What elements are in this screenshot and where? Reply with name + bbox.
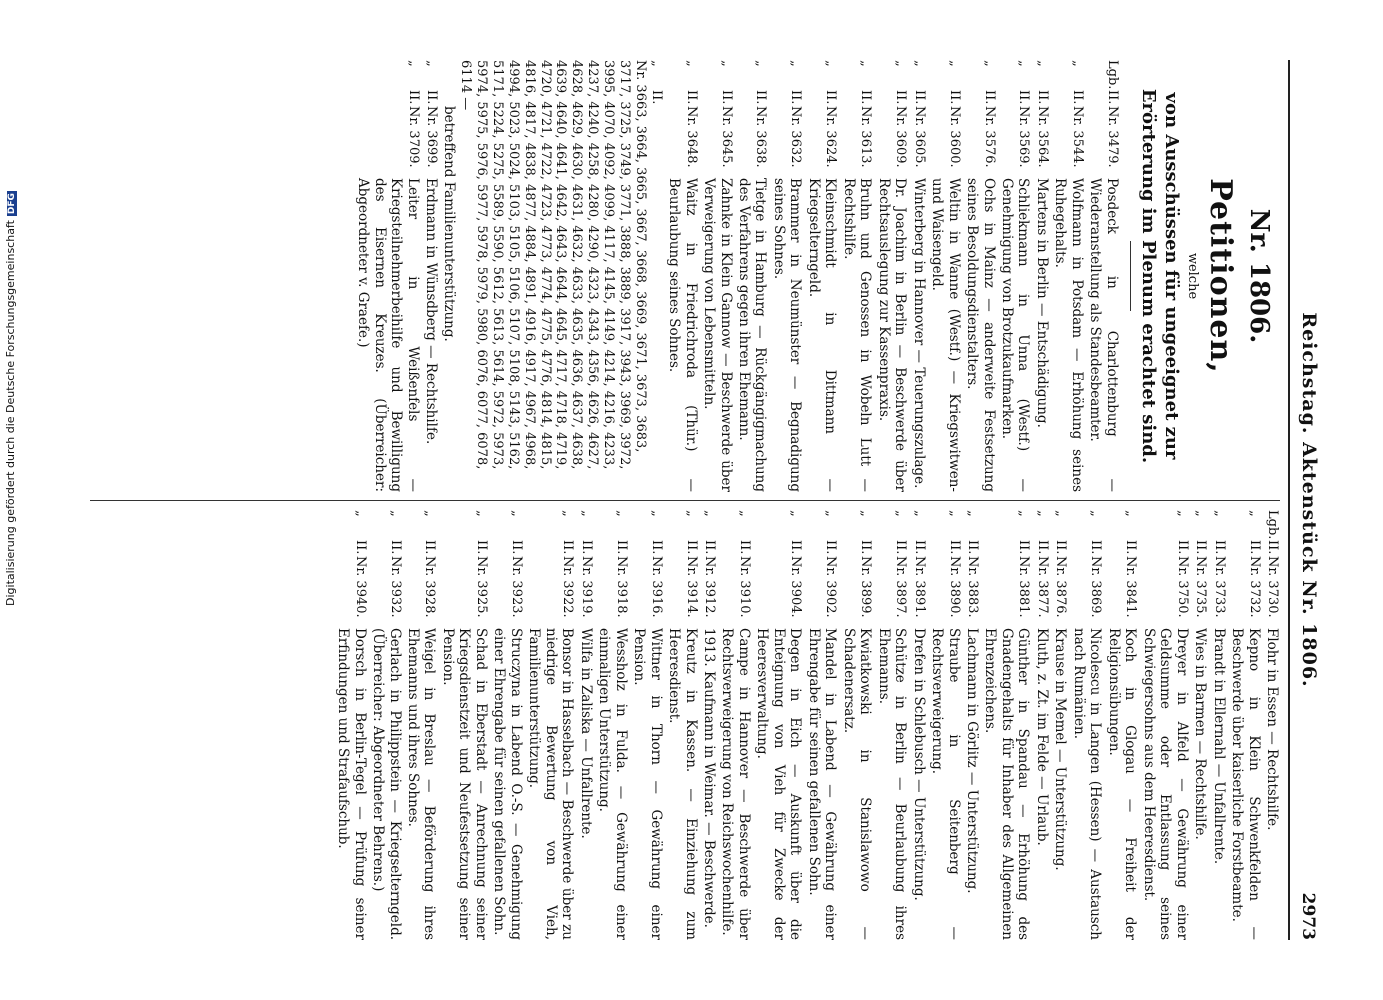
petition-lg: „ (788, 510, 804, 517)
petition-reference (701, 60, 734, 178)
petition-lp: II. (788, 540, 804, 555)
petition-lp: II. (1265, 540, 1280, 555)
petition-reference (355, 60, 421, 178)
petition-lg: „ (1069, 60, 1085, 67)
petition-lp: II. (1053, 540, 1069, 555)
petition-nr: Nr. 3663, 3664, 3665, 3667, 3668, 3669, 3671, 3673, 3683, 3717, 3725, 3749, 3771, 3888, 3889, 3917, 3943, 3969, 3972, 3995, 4070, 4092, 4099, 4117, 4145, 4149, 4214, 4216, 4233, 4237, 4240, 4258, 4280, 4290, 4323, 4343, 4356, 4626, 4627, 4628, 4629, 4630, 4631, 4632, 4633, 4635, 4636, 4637, 4638, 4639, 4640, 4641, 4642, 4643, 4644, 4645, 4717, 4718, 4719, 4720, 4721, 4722, 4723, 4773, 4774, 4775, 4776, 4814, 4815, 4816, 4817, 4838, 4877, 4884, 4891, 4916, 4917, 4967, 4968, 4994, 5023, 5024, 5103, 5105, 5106, 5107, 5108, 5143, 5162, 5171, 5224, 5275, 5589, 5590, 5612, 5613, 5614, 5972, 5973, 5974, 5975, 5976, 5977, 5978, 5979, 5980, 6076, 6077, 6078, 6114 — (458, 60, 648, 470)
petition-entry (701, 60, 734, 492)
petition-reference (805, 510, 838, 628)
petition-nr: Nr. 3479. (1104, 106, 1120, 168)
petition-nr: Nr. 3605. (911, 106, 927, 168)
petition-text: Drefen in Schlebusch — Unterstützung. (910, 628, 927, 901)
petition-lp: II. (946, 540, 962, 555)
petition-text: Kleinschmidt in Dittmann — Kriegselterngeld. (805, 178, 839, 492)
petition-lg: „ (736, 510, 752, 517)
petition-entry (999, 60, 1032, 492)
petition-text: Koch in Glogau — Freiheit der Religionsübungen. (1105, 628, 1139, 940)
petition-entry (666, 60, 699, 492)
petition-lg: „ (946, 60, 962, 67)
petition-entry (875, 60, 908, 492)
petition-lp: II. (1034, 540, 1050, 555)
petition-lp: II. (981, 90, 997, 105)
petition-lp: II. (648, 540, 664, 555)
petition-reference (999, 60, 1032, 178)
petition-nr: Nr. 3881. (1016, 556, 1032, 618)
petition-lp: II. (911, 540, 927, 555)
petition-lg: „ (683, 60, 699, 67)
right-column (333, 510, 1280, 940)
petition-lg: „ (823, 60, 839, 67)
petition-text: Flohr in Essen — Rechtshilfe. (1264, 628, 1280, 831)
right-petition-list (335, 510, 1280, 940)
petition-reference (754, 510, 803, 628)
petition-lp: II. (1016, 90, 1032, 105)
petition-text: Wessholz in Fulda. — Gewährung einer einmaligen Unterstützung. (596, 628, 629, 940)
petition-nr: Nr. 3624. (823, 106, 839, 168)
document-description: von Ausschüssen für ungeeignet zur Erörterung im Plenum erachtet sind. (1138, 88, 1182, 464)
petition-reference (1033, 60, 1049, 178)
petition-reference (1192, 510, 1208, 628)
petition-lp: II. (424, 90, 439, 105)
petition-nr: Nr. 3709. (405, 106, 421, 168)
petition-entry (736, 60, 769, 492)
petition-lp: II. (578, 540, 594, 555)
petition-entry (1052, 510, 1068, 940)
petition-text: Dorsch in Berlin-Tegel — Prüfung seiner Erfindungen und Strafaufschub. (335, 628, 368, 940)
petition-entry (405, 510, 438, 940)
petition-text: Nicolescu in Langen (Hessen) — Austausch nach Rumänien. (1070, 628, 1104, 940)
page-header (1292, 60, 1320, 940)
petition-entry (701, 510, 717, 940)
petition-reference (526, 510, 575, 628)
petition-entry (1210, 510, 1226, 940)
petition-reference (1264, 510, 1280, 628)
petition-text: Brandt in Ellernahl — Unfallrente. (1210, 628, 1227, 865)
petition-lp: II. (683, 90, 699, 105)
petition-lp: II. (613, 540, 629, 555)
petition-entry (982, 510, 1031, 940)
petition-nr: Nr. 3632. (788, 106, 804, 168)
petition-entry (875, 510, 908, 940)
petition-lg: „ (1034, 60, 1050, 67)
petition-nr: Nr. 3841. (1123, 556, 1139, 618)
petition-text: Tietge in Hamburg — Rückgängigmachung des Verfahrens gegen ihren Ehemann. (735, 178, 769, 492)
petition-reference (982, 510, 1031, 628)
petition-lg: „ (1211, 510, 1227, 517)
petition-nr: Nr. 3910. (736, 556, 752, 618)
petition-lg: „ (1016, 60, 1032, 67)
petition-text: Weigel in Breslau — Beförderung ihres Ehemanns und ihres Sohnes. (405, 628, 438, 940)
petition-entry (1229, 510, 1262, 940)
petition-reference (910, 60, 926, 178)
petition-lg: „ (858, 60, 874, 67)
petition-text: Kepno in Klein Schwenkfelden — Beschwerde über kaiserliche Forstbeamte. (1229, 628, 1262, 940)
petition-entry (1264, 510, 1280, 940)
petition-entry (770, 60, 803, 492)
petition-nr: Nr. 3876. (1053, 556, 1069, 618)
petition-entry (840, 510, 873, 940)
petition-entry (666, 510, 699, 940)
petition-text: Kreutz in Kassen. — Einziehung zum Heeresdienst. (666, 628, 699, 940)
petition-lg: „ (911, 60, 927, 67)
petition-reference (1070, 510, 1103, 628)
petition-lg: „ (893, 510, 909, 517)
petition-lg: „ (1016, 510, 1032, 517)
petition-nr: Nr. 3916. (648, 556, 664, 618)
title-rule (1130, 241, 1131, 311)
petition-lg: „ (1246, 510, 1262, 517)
petition-entry (1087, 60, 1120, 492)
petition-lg: „ (1034, 510, 1050, 517)
petition-text: Campe in Hannover — Beschwerde über Rechtsverweigerung von Reichswochenhilfe. (719, 628, 752, 940)
petition-lp: II. (422, 540, 438, 555)
petition-lp: II. (352, 540, 368, 555)
petition-text: Zahnke in Klein Gannow — Beschwerde über Verweigerung von Lebensmitteln. (701, 178, 734, 492)
petition-reference (964, 510, 980, 628)
petition-lp: II. (736, 540, 752, 555)
petition-lp: II. (387, 540, 403, 555)
running-title: Reichstag. Aktenstück Nr. 1806. (1298, 312, 1320, 688)
petition-reference (875, 510, 908, 628)
petition-nr: Nr. 3925. (473, 556, 489, 618)
petition-lp: II. (946, 90, 962, 105)
petition-reference (491, 510, 524, 628)
petition-lg: „ (753, 60, 769, 67)
petition-text: Schliekmann in Unna (Westf.) — Genehmigung von Brotzukaufmarken. (999, 178, 1032, 492)
petition-lp: II. (788, 90, 804, 105)
petition-lg: „ (858, 510, 874, 517)
petition-reference (770, 60, 803, 178)
petition-nr: Nr. 3869. (1088, 556, 1104, 618)
document-subtitle: welche (1184, 252, 1200, 300)
petition-text: Wilfa in Zaliska — Unfallrente. (577, 628, 594, 839)
petition-reference (875, 60, 908, 178)
petition-lp: II. (823, 90, 839, 105)
petition-text: Schad in Eberstadt — Anrechnung seiner Kriegsdienstzeit und Neufestsetzung seiner Pension. (439, 628, 489, 940)
petition-entry (910, 60, 926, 492)
petition-lg: „ (911, 510, 927, 517)
petition-lp: II. (1174, 540, 1190, 555)
petition-reference (596, 510, 629, 628)
petition-entry (754, 510, 803, 940)
petition-text: Martens in Berlin — Entschädigung. (1033, 178, 1050, 428)
petition-entry (1070, 510, 1103, 940)
petition-text: Waitz in Friedrichroda (Thür.) — Beurlaubung seines Sohnes. (666, 178, 699, 492)
petition-lg: Lgb. (1265, 510, 1280, 540)
petition-nr: Nr. 3569. (1016, 106, 1032, 168)
petition-lg: „ (1193, 510, 1209, 517)
header-rule (1288, 60, 1290, 940)
petition-entry (840, 60, 873, 492)
petition-entry (423, 60, 439, 492)
petition-reference (929, 60, 962, 178)
petition-text: Mandel in Labend — Gewährung einer Ehrengabe für seinen gefallenen Sohn. (805, 628, 839, 940)
petition-lg: „ (683, 510, 699, 517)
petition-lg: „ (1053, 510, 1069, 517)
petition-entry (929, 510, 962, 940)
petition-reference (577, 510, 593, 628)
petition-nr: Nr. 3648. (683, 106, 699, 168)
petition-reference (719, 510, 752, 628)
petition-lp: II. (893, 90, 909, 105)
petition-text: Dreyer in Alfeld — Gewährung einer Geldsumme oder Entlassung seines Schwiegersohns aus dem Heeresdienst. (1140, 628, 1190, 940)
petition-nr: Nr. 3544. (1069, 106, 1085, 168)
petition-lp: II. (718, 90, 734, 105)
petition-text: Degen in Eich — Auskunft über die Enteignung von Vieh für Zwecke der Heeresverwaltung. (754, 628, 804, 940)
petition-lg: „ (387, 510, 403, 517)
petition-text: betreffend Familienunterstützung. (441, 106, 458, 342)
petition-lp: II. (1088, 540, 1104, 555)
petition-entry (1052, 60, 1085, 492)
petition-lg: „ (788, 60, 804, 67)
petition-text: Weltin in Wanne (Westf.) — Kriegswitwen- und Waisengeld. (929, 178, 962, 492)
petition-lg: „ (1174, 510, 1190, 517)
petition-lg: „ (981, 60, 997, 67)
petition-nr: Nr. 3904. (788, 556, 804, 618)
petition-reference (1105, 510, 1138, 628)
petition-entry (1033, 510, 1049, 940)
petition-entry (1140, 510, 1189, 940)
left-petition-list (355, 60, 1120, 492)
petition-text: Dr. Joachim in Berlin — Beschwerde über Rechtsauslegung zur Kassenpraxis. (875, 178, 909, 492)
petition-lg: „ (473, 510, 489, 517)
petition-entry (491, 510, 524, 940)
petition-text: Wies in Barmen — Rechtshilfe. (1192, 628, 1209, 840)
petition-text: Straube in Seitenberg — Rechtsverweigerung. (929, 628, 962, 940)
petition-entry (1192, 510, 1208, 940)
petition-reference (440, 510, 489, 628)
petition-text: Struczyna in Labend O.-S. — Genehmigung einer Ehrengabe für seinen gefallenen Sohn. (491, 628, 524, 940)
petition-entry (441, 60, 664, 492)
petition-reference (335, 510, 368, 628)
petition-nr: Nr. 3609. (893, 106, 909, 168)
petition-nr: Nr. 3645. (718, 106, 734, 168)
petition-nr: Nr. 3883. (965, 556, 981, 618)
petition-entry (805, 510, 838, 940)
petition-entry (335, 510, 368, 940)
petition-nr: Nr. 3914. (683, 556, 699, 618)
petition-lp: II. (753, 90, 769, 105)
petition-reference (701, 510, 717, 628)
petition-lp: II. (1123, 540, 1139, 555)
petition-lg: „ (1088, 510, 1104, 517)
petition-lp: II. (560, 540, 576, 555)
petition-reference (840, 60, 873, 178)
petition-lg: „ (702, 510, 717, 517)
petition-entry (1033, 60, 1049, 492)
petition-nr: Nr. 3890. (946, 556, 962, 618)
petition-reference (840, 510, 873, 628)
petition-lp: II. (1069, 90, 1085, 105)
petition-lp: II. (1034, 90, 1050, 105)
petition-reference (423, 60, 439, 178)
petition-text: Kluth, z. Zt. im Felde — Urlaub. (1033, 628, 1050, 846)
petition-entry (631, 510, 664, 940)
dfg-logo: DFG (7, 193, 17, 215)
petition-entry (964, 60, 997, 492)
petition-text: 1913. Kaufmann in Weimar. — Beschwerde. (701, 628, 717, 928)
petition-lg: „ (1123, 510, 1139, 517)
petition-entry (370, 510, 403, 940)
petition-lg: „ (424, 60, 439, 67)
petition-lg: „ (823, 510, 839, 517)
petition-text: Lachmann in Görlitz — Unterstützung. (964, 628, 981, 894)
petition-nr: Nr. 3923. (508, 556, 524, 618)
petition-entry (719, 510, 752, 940)
petition-reference (1229, 510, 1262, 628)
petition-nr: Nr. 3902. (823, 556, 839, 618)
petition-text: Gerlach in Philippstein — Kriegselterngeld. (Überreicher: Abgeordneter Behrens.) (370, 628, 403, 940)
petition-reference (405, 510, 438, 628)
petition-lg: „ (648, 510, 664, 517)
petition-lg: „ (893, 60, 909, 67)
petition-reference (370, 510, 403, 628)
petition-lg: „ (422, 510, 438, 517)
petition-nr: Nr. 3919. (578, 556, 594, 618)
petition-lp: II. (648, 90, 664, 105)
petition-text: Wolfmann in Potsdam — Erhöhung seines Ruhegehalts. (1052, 178, 1085, 492)
petition-text: Krause in Memel — Unterstützung. (1052, 628, 1069, 871)
petition-lp: II. (1246, 540, 1262, 555)
petition-lp: II. (473, 540, 489, 555)
petition-lp: II. (405, 90, 421, 105)
petition-text: Bruhn und Genossen in Wobeln Lutt — Rechtshilfe. (840, 178, 874, 492)
petition-text: Kwiatkowski in Stanislawowo — Schadenersatz. (840, 628, 874, 940)
petition-nr: Nr. 3735. (1193, 556, 1209, 618)
petition-lp: II. (1211, 540, 1227, 555)
petition-nr: Nr. 3730. (1265, 556, 1280, 618)
petition-lg: „ (648, 60, 664, 67)
petition-nr: Nr. 3732. (1246, 556, 1262, 618)
petition-text: Wittner in Thorn — Gewährung einer Pension. (631, 628, 664, 940)
petition-reference (805, 60, 838, 178)
rotated-page (80, 60, 1320, 940)
petition-reference (666, 60, 699, 178)
petition-reference (631, 510, 664, 628)
petition-lp: II. (858, 90, 874, 105)
petition-lg: „ (560, 510, 576, 517)
petition-entry (355, 60, 421, 492)
petition-nr: Nr. 3940. (352, 556, 368, 618)
petition-entry (440, 510, 489, 940)
petition-text: Günther in Spandau — Erhöhung des Gnadengehalts für Inhaber des Allgemeinen Ehrenzeichens. (982, 628, 1032, 940)
petition-text: Brammer in Neumünster — Begnadigung seines Sohnes. (770, 178, 804, 492)
petition-lp: II. (965, 540, 981, 555)
petition-lp: II. (683, 540, 699, 555)
petition-text: Leiter in Weißenfels — Kriegsteilnehmerbeihilfe und Bewilligung des Eisernen Kreuzes. (Überreicher: Abgeordneter v. Graefe.) (355, 178, 421, 492)
petition-reference (964, 60, 997, 178)
document-number: Nr. 1806. (1244, 208, 1274, 344)
petition-entry (805, 60, 838, 492)
petition-entry (1105, 510, 1138, 940)
petition-nr: Nr. 3918. (613, 556, 629, 618)
petition-entry (596, 510, 629, 940)
petition-lp: II. (1016, 540, 1032, 555)
petition-lg: Lgb. (1104, 60, 1120, 90)
left-column (353, 60, 1280, 492)
petition-lg: „ (613, 510, 629, 517)
petition-text: Posdeck in Charlottenburg — Wiederanstellung als Standesbeamter. (1087, 178, 1120, 492)
petition-nr: Nr. 3932. (387, 556, 403, 618)
petition-nr: Nr. 3922. (560, 556, 576, 618)
petition-lp: II. (858, 540, 874, 555)
petition-entry (526, 510, 575, 940)
petition-lp: II. (823, 540, 839, 555)
petition-nr: Nr. 3897. (893, 556, 909, 618)
petition-nr: Nr. 3600. (946, 106, 962, 168)
petition-text: Winterberg in Hannover — Teuerungszulage. (910, 178, 927, 489)
petition-entry (577, 510, 593, 940)
petition-reference (1140, 510, 1189, 628)
petition-nr: Nr. 3564. (1034, 106, 1050, 168)
petition-lp: II. (893, 540, 909, 555)
petition-text: Erdmann in Wünsdberg — Rechtshilfe. (423, 178, 439, 445)
petition-nr: Nr. 3733. (1211, 556, 1227, 618)
document-title: Petitionen, (1203, 178, 1239, 374)
petition-text: Ochs in Mainz — anderweite Festsetzung seines Besoldungsdienstalters. (964, 178, 997, 492)
petition-reference (929, 510, 962, 628)
petition-lg: „ (352, 510, 368, 517)
petition-entry (910, 510, 926, 940)
petition-nr: Nr. 3613. (858, 106, 874, 168)
digitization-credit (4, 191, 17, 606)
petition-lg: „ (718, 60, 734, 67)
petition-text: Schütze in Berlin — Beurlaubung ihres Ehemanns. (875, 628, 909, 940)
petition-lp: II. (1193, 540, 1209, 555)
petition-reference (457, 60, 663, 492)
petition-nr: Nr. 3750. (1174, 556, 1190, 618)
petition-lp: II. (702, 540, 717, 555)
petition-reference (736, 60, 769, 178)
petition-lg: „ (405, 60, 421, 67)
petition-lp: II. (1104, 90, 1120, 105)
petition-nr: Nr. 3638. (753, 106, 769, 168)
petition-entry (929, 60, 962, 492)
petition-lg: „ (578, 510, 594, 517)
column-divider (90, 500, 1280, 501)
page-number: 2973 (1298, 892, 1318, 940)
petition-entry (964, 510, 980, 940)
petition-text: Bonsor in Hasselbach — Beschwerde über zu niedrige Bewertung von Vieh, Familienunterstützung. (526, 628, 576, 940)
petition-nr: Nr. 3899. (858, 556, 874, 618)
petition-reference (1087, 60, 1120, 178)
petition-nr: Nr. 3877. (1034, 556, 1050, 618)
petition-nr: Nr. 3928. (422, 556, 438, 618)
petition-lg: „ (508, 510, 524, 517)
petition-nr: Nr. 3699. (424, 106, 439, 168)
petition-reference (666, 510, 699, 628)
petition-nr: Nr. 3891. (911, 556, 927, 618)
credit-text: Digitalisierung gefördert durch die Deutsche Forschungsgemeinschaft (4, 220, 17, 606)
petition-lg: „ (965, 510, 981, 517)
petition-nr: Nr. 3576. (981, 106, 997, 168)
petition-lp: II. (911, 90, 927, 105)
petition-lp: II. (508, 540, 524, 555)
petition-reference (1033, 510, 1049, 628)
petition-nr: Nr. 3912. (702, 556, 717, 618)
petition-reference (910, 510, 926, 628)
petition-reference (1052, 510, 1068, 628)
petition-reference (1210, 510, 1226, 628)
petition-reference (1052, 60, 1085, 178)
petition-lg: „ (946, 510, 962, 517)
